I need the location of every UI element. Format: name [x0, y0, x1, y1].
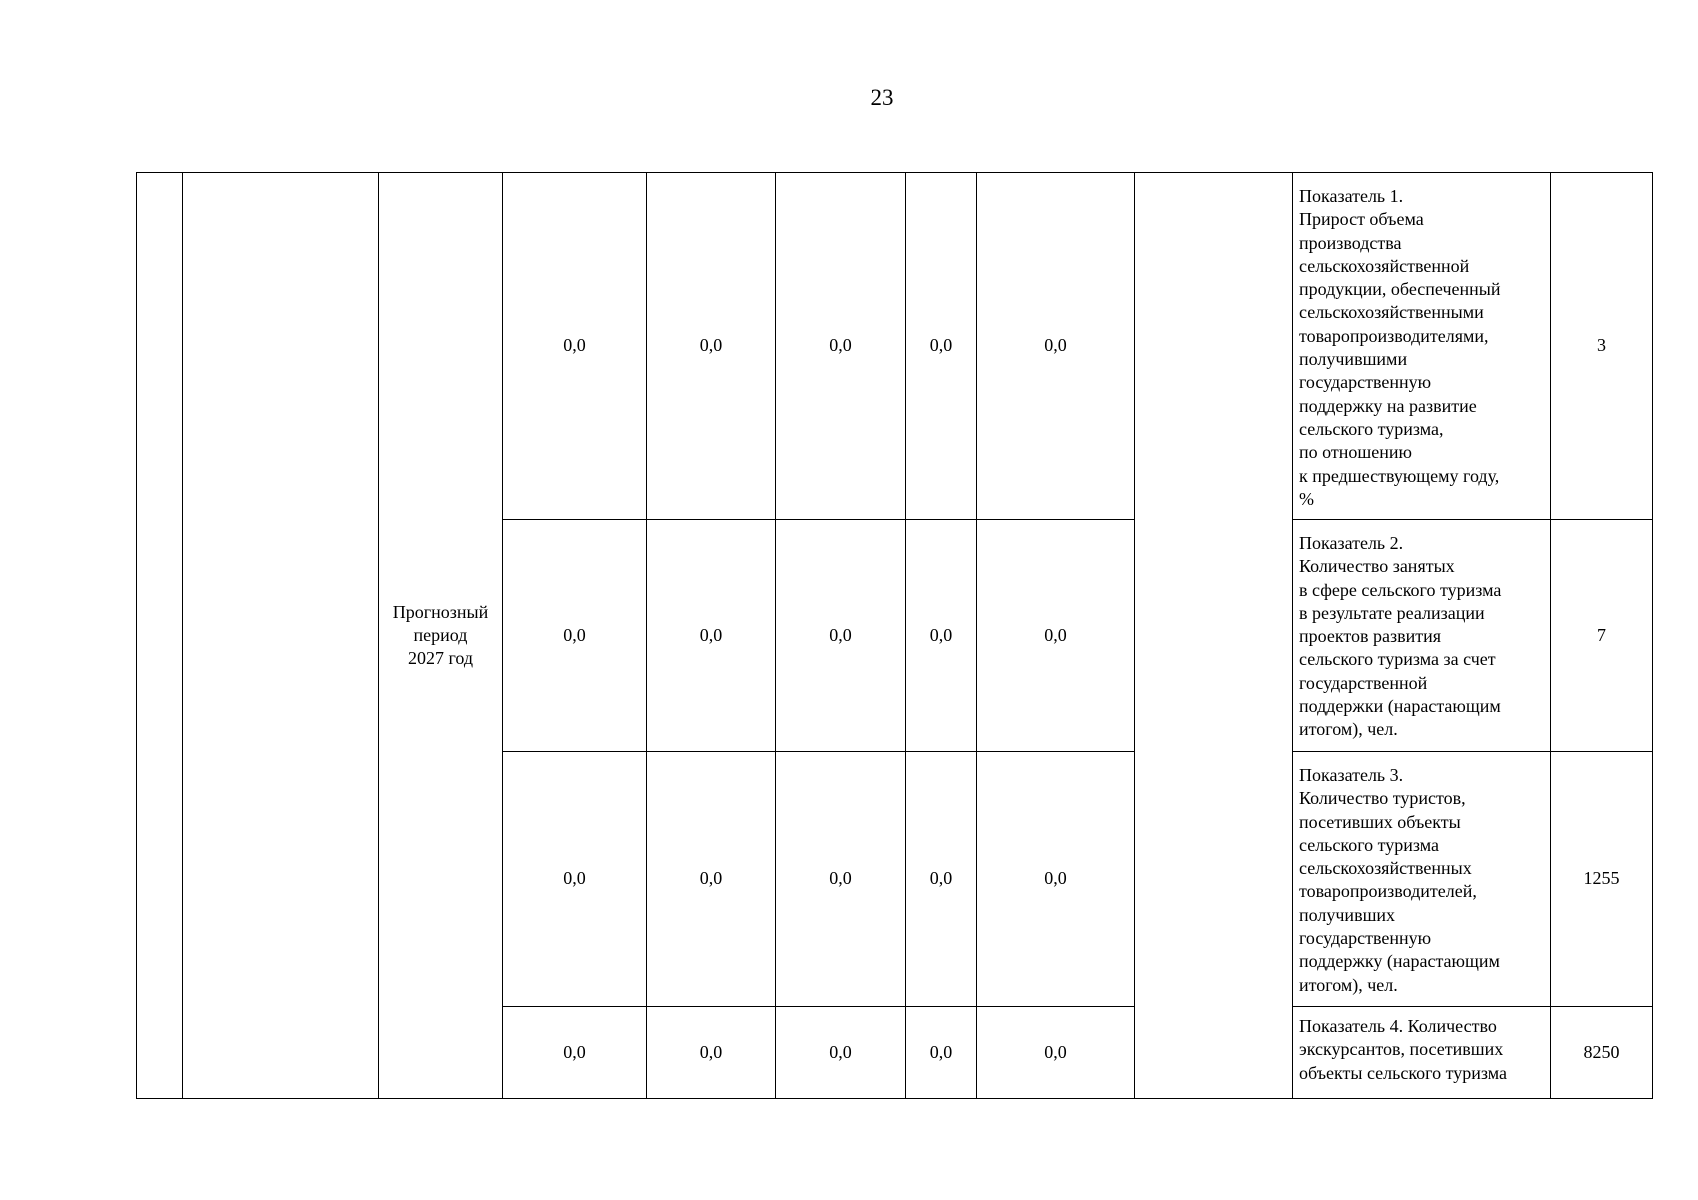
- value-cell: 0,0: [977, 520, 1135, 752]
- value-cell: 0,0: [503, 1007, 647, 1099]
- value-cell: 0,0: [503, 520, 647, 752]
- value-cell: 0,0: [906, 1007, 977, 1099]
- value-cell: 0,0: [647, 1007, 776, 1099]
- value-cell: 0,0: [503, 752, 647, 1007]
- value-cell: 0,0: [906, 173, 977, 520]
- value-cell: 0,0: [977, 173, 1135, 520]
- value-cell: 0,0: [906, 520, 977, 752]
- page-number: 23: [870, 85, 894, 110]
- table-row: [137, 173, 1653, 520]
- value-cell: 0,0: [776, 173, 906, 520]
- value-cell: 0,0: [776, 1007, 906, 1099]
- period-cell: Прогнозный период 2027 год: [379, 173, 503, 1099]
- value-cell: 0,0: [776, 520, 906, 752]
- target-value-cell: 8250: [1551, 1007, 1653, 1099]
- indicator-cell: Показатель 3. Количество туристов, посетивших объекты сельского туризма сельскохозяйственных товаропроизводителей, получивших государственную поддержку (нарастающим итогом), чел.: [1293, 752, 1551, 1007]
- value-cell: 0,0: [977, 752, 1135, 1007]
- value-cell: 0,0: [647, 752, 776, 1007]
- indicator-cell: Показатель 2. Количество занятых в сфере сельского туризма в результате реализации проектов развития сельского туризма за счет государственной поддержки (нарастающим итогом), чел.: [1293, 520, 1551, 752]
- event-name-cell: [183, 173, 379, 1099]
- target-value-cell: 1255: [1551, 752, 1653, 1007]
- target-value-cell: 3: [1551, 173, 1653, 520]
- value-cell: 0,0: [503, 173, 647, 520]
- value-cell: 0,0: [647, 173, 776, 520]
- indicator-cell: Показатель 1. Прирост объема производства сельскохозяйственной продукции, обеспеченный сельскохозяйственными товаропроизводителями, получившими государственную поддержку на развитие сельского туризма, по отношению к предшествующему году, %: [1293, 173, 1551, 520]
- value-cell: 0,0: [906, 752, 977, 1007]
- executor-cell: [1135, 173, 1293, 1099]
- value-cell: 0,0: [776, 752, 906, 1007]
- value-cell: 0,0: [647, 520, 776, 752]
- value-cell: 0,0: [977, 1007, 1135, 1099]
- program-indicators-table: [136, 172, 1653, 1099]
- indicator-cell: Показатель 4. Количество экскурсантов, посетивших объекты сельского туризма: [1293, 1007, 1551, 1099]
- target-value-cell: 7: [1551, 520, 1653, 752]
- row-number-cell: [137, 173, 183, 1099]
